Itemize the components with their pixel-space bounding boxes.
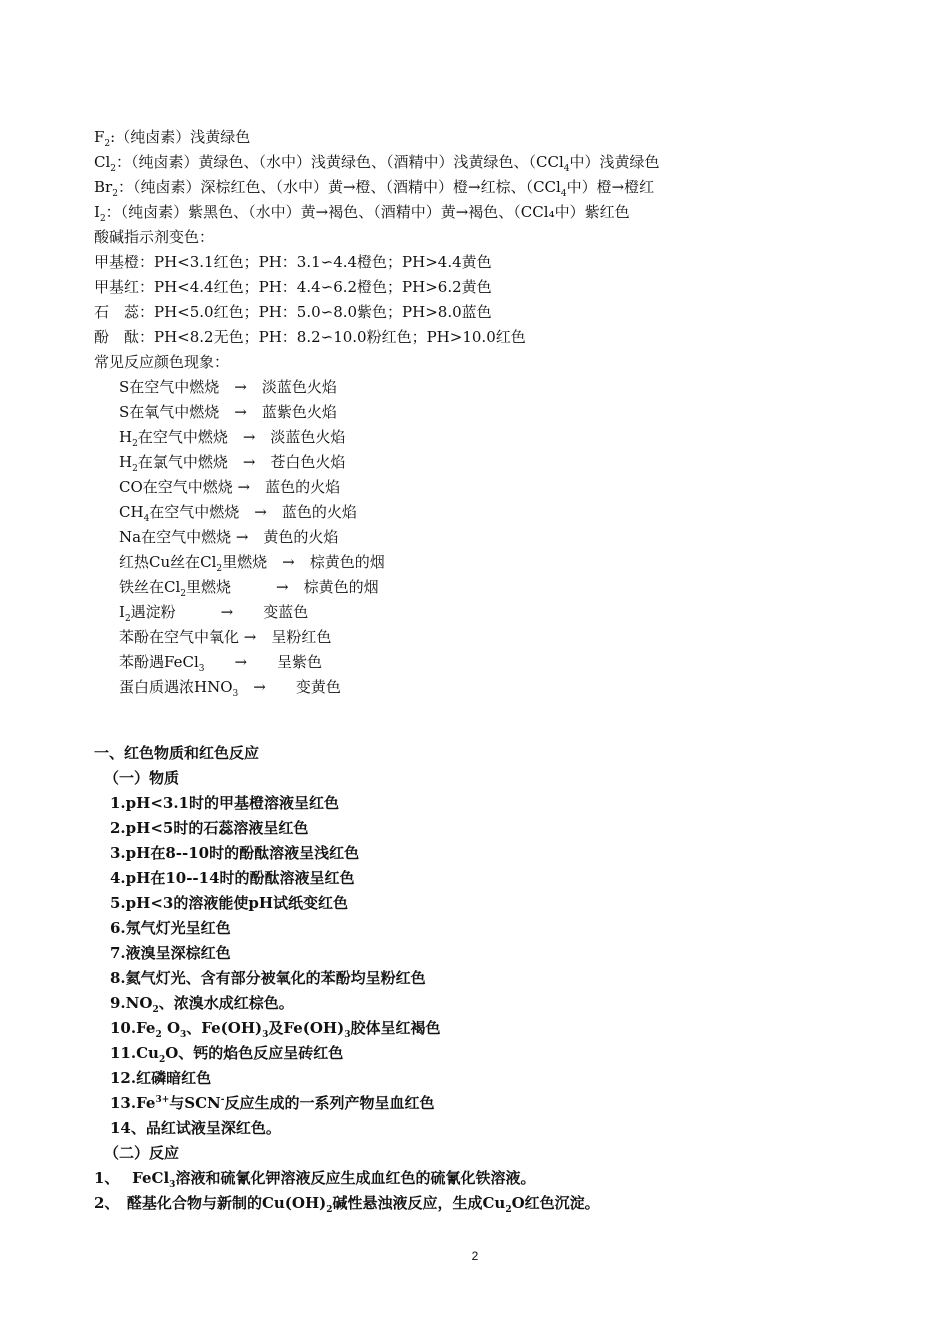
reaction-item: 苯酚在空气中氧化 → 呈粉红色 xyxy=(119,628,332,646)
reaction-item: 蛋白质遇浓$HNO_3$ → 变黄色 xyxy=(119,678,341,699)
reactions-heading: 常见反应颜色现象： xyxy=(94,353,230,371)
reaction-item: CO在空气中燃烧 → 蓝色的火焰 xyxy=(119,478,341,496)
reaction-item: S在空气中燃烧 → 淡蓝色火焰 xyxy=(119,378,337,396)
list-item: $10.Fe_2$ $O_3$、$Fe(OH)_3$及$Fe(OH)_3$胶体呈红褐色 xyxy=(110,1019,441,1040)
subsection-title: （二）反应 xyxy=(104,1144,180,1162)
page-number: 2 xyxy=(471,1249,479,1263)
subsection-title: （一）物质 xyxy=(104,769,180,787)
section-title: 一、红色物质和红色反应 xyxy=(94,744,260,762)
reaction-item: Na在空气中燃烧 → 黄色的火焰 xyxy=(119,528,339,546)
reaction-item: 红热Cu丝在$Cl_2$里燃烧 → 棕黄色的烟 xyxy=(119,553,385,574)
list-item: 6.氖气灯光呈红色 xyxy=(110,919,231,937)
list-item: 5.pH<3的溶液能使pH试纸变红色 xyxy=(110,894,348,912)
reaction-item: $H_2$在氯气中燃烧 → 苍白色火焰 xyxy=(119,453,346,474)
list-item: 7.液溴呈深棕红色 xyxy=(110,944,231,962)
reaction-paragraph: 2、 醛基化合物与新制的$Cu(OH)_2$碱性悬浊液反应，生成$Cu_2O$红色沉淀。 xyxy=(94,1194,600,1215)
reaction-paragraph: 1、 FeCl$_3$溶液和硫氰化钾溶液反应生成血红色的硫氰化铁溶液。 xyxy=(94,1169,536,1190)
list-item: 3.pH在8--10时的酚酞溶液呈浅红色 xyxy=(110,844,360,862)
reaction-item: 苯酚遇FeCl$_3$ → 呈紫色 xyxy=(119,653,323,674)
reaction-item: $CH_4$在空气中燃烧 → 蓝色的火焰 xyxy=(119,503,357,524)
list-item: 4.pH在10--14时的酚酞溶液呈红色 xyxy=(110,869,355,887)
list-item: 8.氦气灯光、含有部分被氧化的苯酚均呈粉红色 xyxy=(110,969,426,987)
list-item: 2.pH<5时的石蕊溶液呈红色 xyxy=(110,819,309,837)
reaction-item: $I_2$遇淀粉 → 变蓝色 xyxy=(119,603,309,624)
reaction-item: S在氧气中燃烧 → 蓝紫色火焰 xyxy=(119,403,337,421)
list-item: 12.红磷暗红色 xyxy=(110,1069,212,1087)
indicator-row: 石 蕊：PH<5.0红色；PH：5.0∽8.0紫色；PH>8.0蓝色 xyxy=(94,303,492,321)
reaction-item: $H_2$在空气中燃烧 → 淡蓝色火焰 xyxy=(119,428,346,449)
list-item: 14、品红试液呈深红色。 xyxy=(110,1119,281,1137)
indicator-row: 甲基橙：PH<3.1红色；PH：3.1∽4.4橙色；PH>4.4黄色 xyxy=(94,253,492,271)
list-item: $13.Fe^{3+}$与SCN-反应生成的一系列产物呈血红色 xyxy=(110,1094,435,1112)
list-item: $11.Cu_2O$、钙的焰色反应呈砖红色 xyxy=(110,1044,344,1065)
indicator-row: 酚 酞：PH<8.2无色；PH：8.2∽10.0粉红色；PH>10.0红色 xyxy=(94,328,526,346)
halogen-i2: $I_2$：（纯卤素）紫黑色、（水中）黄→褐色、（酒精中）黄→褐色、（CCl₄中）紫红色 xyxy=(94,203,630,224)
list-item: 1.pH<3.1时的甲基橙溶液呈红色 xyxy=(110,794,339,812)
list-item: $9.NO_2$、浓溴水成红棕色。 xyxy=(110,994,294,1015)
halogen-f2: $F_2$:（纯卤素）浅黄绿色 xyxy=(94,128,251,149)
indicator-row: 甲基红：PH<4.4红色；PH：4.4∽6.2橙色；PH>6.2黄色 xyxy=(94,278,492,296)
halogen-cl2: $Cl_2$：（纯卤素）黄绿色、（水中）浅黄绿色、（酒精中）浅黄绿色、（CCl$_4$中）浅黄绿色 xyxy=(94,153,660,174)
halogen-br2: $Br_2$：（纯卤素）深棕红色、（水中）黄→橙、（酒精中）橙→红棕、（CCl$_4$中）橙→橙红 xyxy=(94,178,655,199)
indicator-heading: 酸碱指示剂变色： xyxy=(94,228,215,246)
reaction-item: 铁丝在$Cl_2$里燃烧 → 棕黄色的烟 xyxy=(119,578,379,599)
